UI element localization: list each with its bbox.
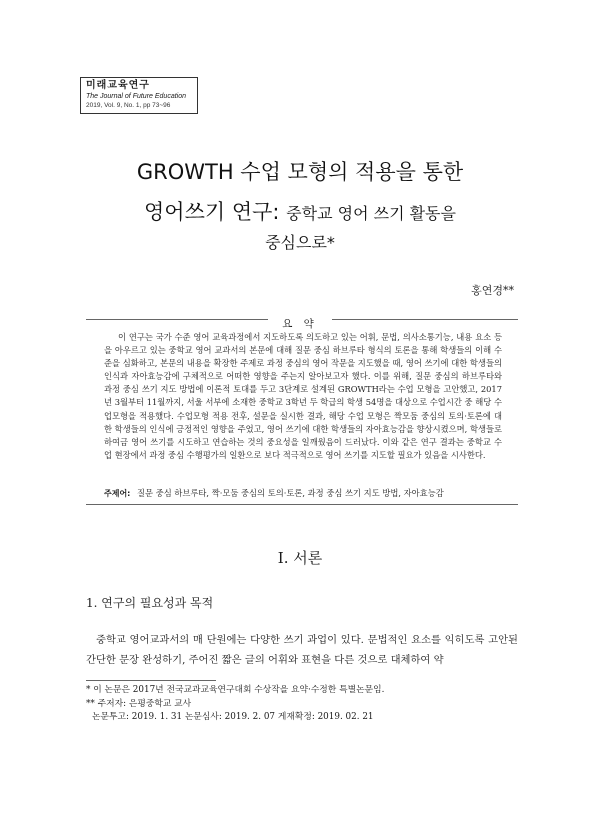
abstract-heading [0, 312, 600, 331]
paper-title-line-1: GROWTH 수업 모형의 적용을 통한 [136, 160, 464, 184]
abstract-bottom-rule [86, 504, 518, 505]
abstract-heading-label: 요 약 [268, 318, 332, 330]
footnote-1: * 이 논문은 2017년 전국교과교육연구대회 수상작을 요약·수정한 특별논문임. [86, 685, 385, 695]
paper-subtitle: 중학교 영어 쓰기 활동을 [286, 204, 456, 223]
footnotes [86, 684, 526, 725]
author-name: 홍연경** [471, 284, 514, 297]
paper-title-main: 영어쓰기 연구: [144, 200, 280, 224]
journal-name: 미래교육연구 [86, 80, 150, 91]
footnote-dates: 논문투고: 2019. 1. 31 논문심사: 2019. 2. 07 게재확정: 2019. 02. 21 [92, 712, 374, 722]
subsection-heading: 1. 연구의 필요성과 목적 [86, 596, 214, 610]
journal-name-english: The Journal of Future Education [86, 93, 187, 100]
journal-info-box [80, 77, 198, 114]
footnote-2: ** 주저자: 은평중학교 교사 [86, 698, 192, 709]
body-paragraph: 중학교 영어교과서의 매 단원에는 다양한 쓰기 과업이 있다. 문법적인 요소를 익히도록 고안된 간단한 문장 완성하기, 주어진 짧은 글의 어휘와 표현을 다른 것으로 대체하여 약 [86, 634, 518, 666]
paper-title-line-3: 중심으로* [265, 233, 335, 252]
keywords-list: 질문 중심 하브루타, 짝·모둠 중심의 토의·토론, 과정 중심 쓰기 지도 방법, 자아효능감 [137, 488, 444, 498]
journal-volume-info: 2019, Vol. 9, No. 1, pp 73~96 [86, 102, 171, 109]
paper-title-line-2 [0, 196, 600, 226]
abstract-body: 이 연구는 국가 수준 영어 교육과정에서 지도하도록 의도하고 있는 어휘, 문법, 의사소통기능, 내용 요소 등을 아우르고 있는 중학교 영어 교과서의 본문에 대해 질문 중심 하브루타 형식의 토론을 통해 학생들의 이해 수준을 심화하고, 본문의 내용을 확장한 주제로 과정 중심의 영어 작문을 지도했을 때, 영어 쓰기에 대한 학생들의 인식과 자아효능감에 구체적으로 어떠한 영향을 주는지 알아보고자 했다. 이를 위해, 질문 중심의 하브루타와 과정 중심 쓰기 지도 방법에 이론적 토대를 두고 3단계로 설계된 GROWTH라는 수업 모형을 고안했고, 2017년 3월부터 11월까지, 서울 서부에 소재한 중학교 3학년 두 학급의 학생 54명을 대상으로 수업시간 중 해당 수업모형을 적용했다. 수업모형 적용 전후, 설문을 실시한 결과, 해당 수업 모형은 짝모둠 중심의 토의·토론에 대한 학생들의 인식에 긍정적인 영향을 주었고, 영어 쓰기에 대한 학생들의 자아효능감을 향상시켰으며, 학생들로 하여금 영어 쓰기를 시도하고 연습하는 것의 중요성을 일깨웠음이 드러났다. 이와 같은 연구 결과는 중학교 수업 현장에서 과정 중심 수행평가의 일환으로 보다 적극적으로 영어 쓰기를 지도할 필요가 있음을 시사한다. [104, 332, 502, 460]
section-heading: Ⅰ. 서론 [277, 549, 323, 567]
keywords-label: 주제어: [104, 489, 131, 498]
keywords [104, 487, 502, 499]
footnote-rule [86, 680, 216, 681]
